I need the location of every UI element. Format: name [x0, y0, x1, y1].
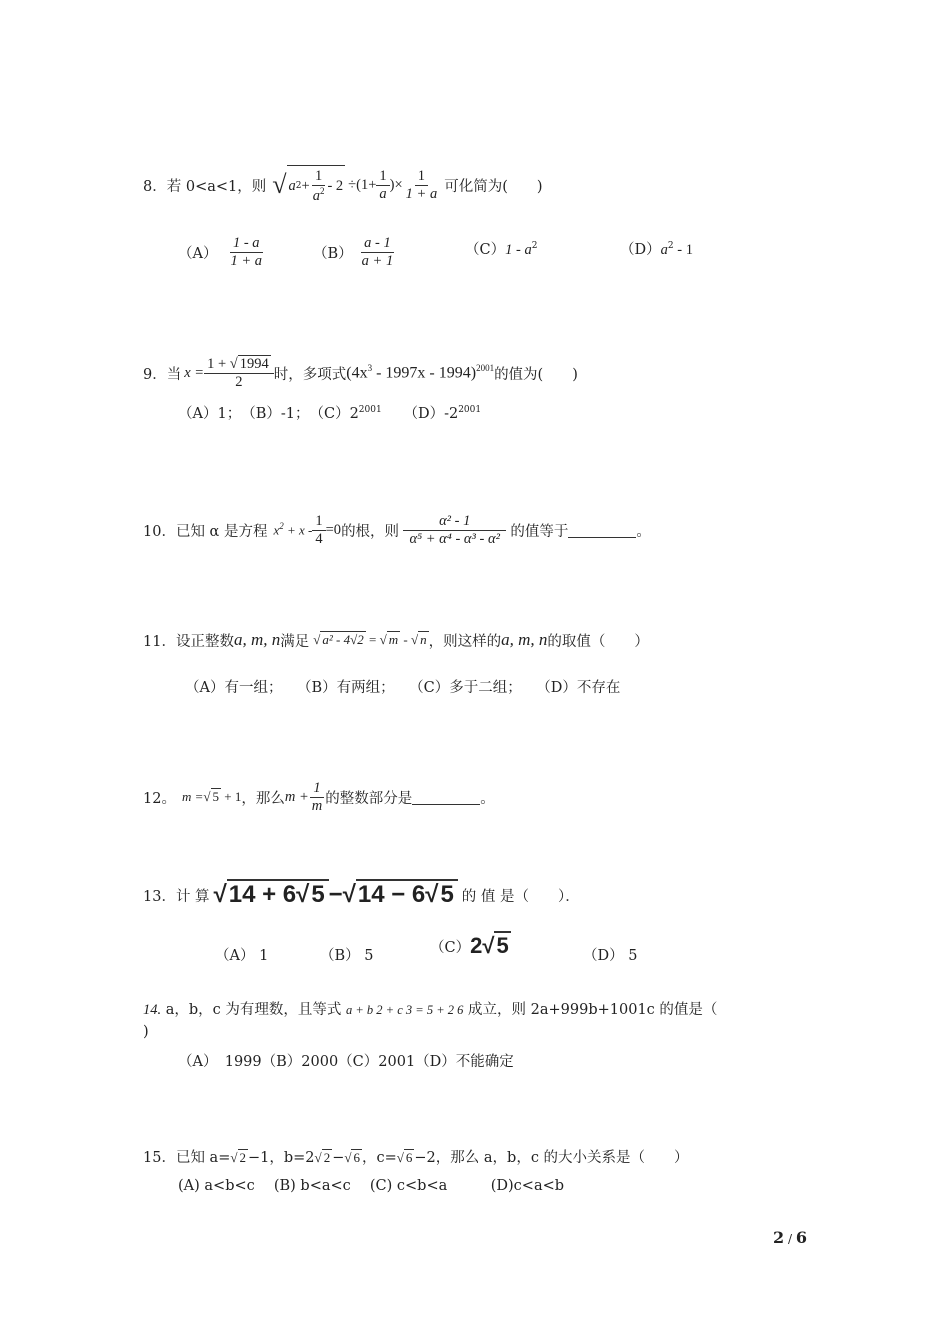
- question-15: 15．已知 a=√ 2 −1，b=2√ 2 −√ 6 ，c=√ 6 −2，那么 a，b，c 的大小关系是（ ）: [143, 1150, 689, 1166]
- question-13: 13．计 算 √14 + 6√5 − √14 − 6√5 的 值 是（ ）．: [143, 881, 580, 908]
- question-12: 12。 m = √ 5 + 1 ，那么 m + $\frac{1}{m}$ 的整数部分是 。: [143, 779, 495, 814]
- question-15-options: (A) a<b<c (B) b<a<c (C) c<b<a (D)c<a<b: [178, 1178, 565, 1194]
- radicand: a 2 + $\frac{1}{a^2}$ - 2: [287, 165, 346, 204]
- question-13-option-b: （B） 5: [320, 948, 374, 964]
- fraction: $\frac{1}{1 + a}$: [405, 167, 438, 202]
- question-8: 8． 若 0<a<1，则 √ a 2 + $\frac{1}{a^2}$ - 2 ÷(1+ $\frac{1}{a}$ )× $\frac{1}{1 + a}$ 可化简为( ): [143, 160, 543, 210]
- question-10: 10．已知 α 是方程 $x^2 + x$ - $\frac{1}{4}$ =0 的根，则 $\frac{\text{α² - 1}}{\text{α⁵ + α⁴ - α³ - α²}}$ 的值等于 。: [143, 512, 651, 547]
- question-14-options: （A） 1999（B）2000（C）2001（D）不能确定: [178, 1054, 514, 1070]
- answer-blank[interactable]: [568, 523, 636, 538]
- question-14-close: ): [143, 1024, 149, 1040]
- fraction: $\frac{1}{a^2}$: [312, 168, 325, 204]
- question-8-option-c: $(C)1 - a^2$: [465, 241, 538, 258]
- question-14: 14. a，b，c 为有理数，且等式 a + b 2 + c 3 = 5 + 2 6 成立，则 2a+999b+1001c 的值是（: [143, 1002, 718, 1018]
- question-8-option-a: （A） $\frac{1 - a}{1 + a}$: [178, 234, 263, 269]
- question-9-options: （A）1； （B）-1； $(C)2^{2001}$ $(D)-2^{2001}$: [178, 405, 482, 422]
- fraction: $\frac{1}{m}$: [311, 779, 323, 814]
- question-13-option-d: （D） 5: [583, 948, 638, 964]
- question-8-option-d: $(D)a^2 - 1$: [620, 241, 693, 258]
- fraction: $\frac{1}{a}$: [376, 168, 389, 202]
- fraction: $\frac{1 + √ 1994}{2}$: [204, 356, 274, 390]
- fraction: $\frac{\text{α² - 1}}{\text{α⁵ + α⁴ - α³ - α²}}$: [403, 513, 506, 547]
- answer-blank[interactable]: [412, 790, 480, 805]
- radical-sign: √: [272, 170, 287, 199]
- fraction: $\frac{1}{4}$: [312, 513, 325, 547]
- question-11-options: （A）有一组； （B）有两组； （C）多于二组； （D）不存在: [185, 680, 621, 696]
- page-number: 2 / 6: [773, 1228, 807, 1247]
- question-11: 11．设正整数 a, m, n 满足 √ a² - 4√2 = √ m - √ n ，则这样的 a, m, n 的取值（ ）: [143, 630, 649, 650]
- question-8-option-b: （B） $\frac{a - 1}{a + 1}$: [313, 234, 394, 269]
- question-number: 8．: [143, 178, 167, 195]
- question-13-option-c: （C） 2√5: [430, 933, 509, 958]
- question-text: 若 0<a<1，则: [166, 178, 267, 195]
- question-9: 9．当 x = $\frac{1 + √ 1994}{2}$ 时，多项式 $(4x^3 - 1997x - 1994)^{2001}$ 的值为( ): [143, 355, 578, 390]
- question-13-option-a: （A） 1: [215, 948, 269, 964]
